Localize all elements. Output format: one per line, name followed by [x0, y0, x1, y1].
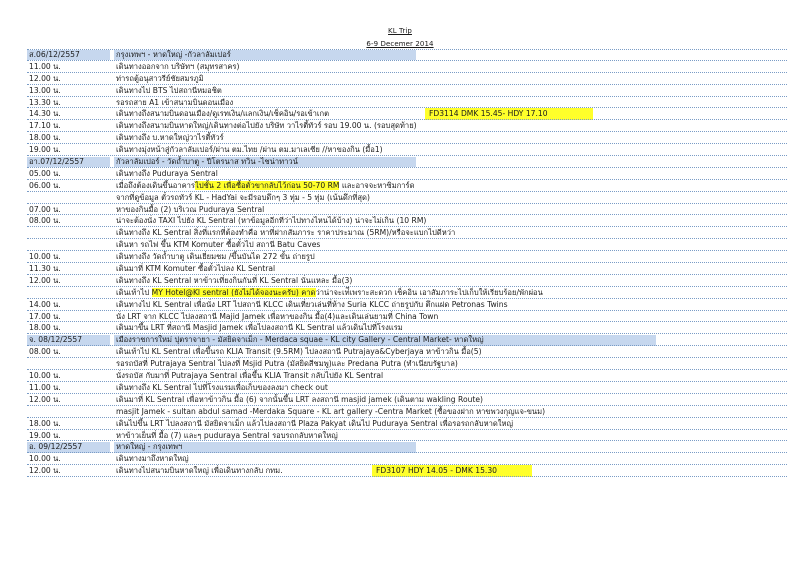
- itinerary-row: [27, 168, 787, 180]
- activity-text: เดินเท้าไป: [116, 287, 152, 297]
- row-activity: จากที่ดูข้อมูล ตั๋วรถทัวร์ KL - HadYai จะมีรอบดึกๆ 3 ทุ่ม - 5 ทุ่ม (เน้นดึกที่สุด): [116, 192, 370, 202]
- itinerary-row: [27, 132, 787, 144]
- itinerary-row: [27, 465, 787, 477]
- row-time: 10.00 น.: [29, 454, 61, 464]
- row-activity: เดินทางถึง Puduraya Sentral: [116, 168, 218, 178]
- row-time: 12.00 น.: [29, 275, 61, 285]
- row-activity: เดินมาที่ KL Sentral เพื่อหาข้าวกิน มื้อ (6) จากนั้นขึ้น LRT ลงสถานี masjid jamek (เดินตาม wakling Route): [116, 394, 484, 404]
- row-activity: เดินทางไปสนามบินหาดใหญ่ เพื่อเดินทางกลับ กทม.: [116, 466, 283, 476]
- itinerary-row: [27, 108, 787, 120]
- row-time: 07.00 น.: [29, 204, 61, 214]
- day-header-row: [27, 156, 787, 168]
- row-time: 18.00 น.: [29, 133, 61, 143]
- day-route: กัวลาลัมเปอร์ - วัดถ้ำบาตู - ปีโตรนาส ทวิน -ไชน่าทาวน์: [114, 157, 416, 167]
- row-activity: เดินทางถึง วัดถ้ำบาตู เดินเยี่ยมชม /ขึ้นบันได 272 ขั้น ถ่ายรูป: [116, 252, 315, 262]
- row-time: 11.00 น.: [29, 61, 61, 71]
- itinerary-row: [27, 406, 787, 418]
- row-activity: เดินทางออกจาก บริษัทฯ (สมุทรสาคร): [116, 61, 240, 71]
- day-header-row: [27, 49, 787, 61]
- day-header-row: [27, 441, 787, 453]
- row-activity: เดินเท้าไป KL Sentral เพื่อขึ้นรถ KLIA Transit (9.5RM) ไปลงสถานี Putrajaya&Cyberjaya หาข้าวกิน มื้อ(5): [116, 347, 482, 357]
- row-activity: เดินทางไป KL Sentral เพื่อนั่ง LRT ไปสถานี KLCC เดินเที่ยวเล่นที่ห้าง Suria KLCC ถ่ายรูปกับ ตึกแฝด Petronas Twins: [116, 299, 508, 309]
- document-title: KL Trip: [388, 27, 412, 35]
- row-activity: เดินมาที่ KTM Komuter ซื้อตั๋วไปลง KL Sentral: [116, 264, 276, 274]
- itinerary-row: [27, 322, 787, 334]
- row-activity: เดินทางถึงสนามบินดอนเมือง/ดูเรทเงิน/แลกเงิน/เช็คอิน/รอเข้าเกต: [116, 109, 330, 119]
- day-header-row: [27, 334, 787, 346]
- itinerary-row: [27, 299, 787, 311]
- itinerary-row: [27, 180, 787, 192]
- row-activity: เดินทางถึง บ.หาดใหญ่วาไรตี้ทัวร์: [116, 133, 224, 143]
- itinerary-row: [27, 370, 787, 382]
- itinerary-row: [27, 85, 787, 97]
- itinerary-row: [27, 394, 787, 406]
- itinerary-row: [27, 430, 787, 442]
- row-time: 10.00 น.: [29, 252, 61, 262]
- row-time: 19.00 น.: [29, 145, 61, 155]
- row-activity: หาข้าวเย็นที่ มื้อ (7) และๆ puduraya Sentral รอบรถกลับหาดใหญ่: [116, 430, 338, 440]
- row-activity: [116, 287, 543, 299]
- row-time: 18.00 น.: [29, 323, 61, 333]
- row-time: 11.30 น.: [29, 264, 61, 274]
- activity-text: เมื่อถึงต้องเดินขึ้นอาคาร: [116, 180, 196, 190]
- row-activity: เดินทางมาถึงหาดใหญ่: [116, 454, 189, 464]
- row-activity: เดินทางไป BTS ไปสถานีหมอชิต: [116, 85, 222, 95]
- itinerary-row: [27, 97, 787, 109]
- itinerary-row: [27, 346, 787, 358]
- row-time: 17.00 น.: [29, 311, 61, 321]
- row-time: 12.00 น.: [29, 73, 61, 83]
- itinerary-row: [27, 287, 787, 299]
- row-time: 13.00 น.: [29, 85, 61, 95]
- row-time: 12.00 น.: [29, 394, 61, 404]
- row-time: 10.00 น.: [29, 371, 61, 381]
- row-activity: เดินทางมุ่งหน้าสู่กัวลาลัมเปอร์/ผ่าน ตม.ไทย /ผ่าน ตม.มาเลเซีย //หาของกิน (มื้อ1): [116, 145, 383, 155]
- itinerary-row: [27, 358, 787, 370]
- row-activity: นั่ง LRT จาก KLCC ไปลงสถานี Majid Jamek เพื่อหาของกิน มื้อ(4)และเดินเล่นยามที่ China Town: [116, 311, 439, 321]
- itinerary-row: [27, 144, 787, 156]
- row-activity: เดินไปขึ้น LRT ไปลงสถานี มัสยิดจาเม็ก แล้วไปลงสถานี Plaza Pakyat เดินไป Puduraya Sentral เพื่อรอรถกลับหาดใหญ่: [116, 418, 513, 428]
- itinerary-row: [27, 311, 787, 323]
- row-activity: รอรถบัสที่ Putrajaya Sentral ไปลงที่ Msjid Putra (มัสยิดสีชมพู)และ Predana Putra (ทำเนียบรัฐบาล): [116, 359, 458, 369]
- row-time: 06.00 น.: [29, 180, 61, 190]
- activity-text: ว่าน่าจะเท่ีเพราะสะดวก เช็คอิน เอาสัมภาระไปเก็บให้เรียบร้อย/พักผ่อน: [315, 287, 543, 297]
- day-date: อ. 09/12/2557: [27, 442, 110, 452]
- itinerary-row: [27, 192, 787, 204]
- flight-info: FD3114 DMK 15.45- HDY 17.10: [425, 108, 593, 120]
- itinerary-row: [27, 453, 787, 465]
- itinerary-row: [27, 73, 787, 85]
- row-activity: เดินมาขึ้น LRT ที่สถานี Masjid Jamek เพื่อไปลงสถานี KL Sentral แล้วเดินไปที่โรงแรม: [116, 323, 403, 333]
- itinerary-row: [27, 215, 787, 227]
- itinerary-row: [27, 61, 787, 73]
- day-date: จ. 08/12/2557: [27, 335, 110, 345]
- day-route: หาดใหญ่ - กรุงเทพฯ: [114, 442, 416, 452]
- row-activity: นั่งรถบัส กับมาที่ Putrajaya Sentral เพื่อขึ้น KLIA Transit กลับไปยัง KL Sentral: [116, 371, 384, 381]
- row-activity: masjit Jamek - sultan abdul samad -Merdaka Square - KL art gallery -Centra Market (ซื้อของฝาก หาขพวงกุญแจ-ขนม): [116, 406, 546, 416]
- day-route: กรุงเทพฯ - หาดใหญ่ -กัวลาลัมเปอร์: [114, 50, 416, 60]
- flight-info: FD3107 HDY 14.05 - DMK 15.30: [372, 465, 532, 477]
- row-activity: ท่ารถตู้อนุสาวรีย์ชัยสมรภูมิ: [116, 73, 204, 83]
- row-time: 18.00 น.: [29, 418, 61, 428]
- row-activity: เดินทางถึงสนามบินหาดใหญ่/เดินทางต่อไปยัง บริษัท วาไรตี้ทัวร์ รอบ 19.00 น. (รอบสุดท้าย): [116, 121, 417, 131]
- itinerary-row: [27, 263, 787, 275]
- itinerary-row: [27, 382, 787, 394]
- row-time: 14.00 น.: [29, 299, 61, 309]
- row-activity: เดินทางถึง KL Sentral ไปที่โรงแรมเพื่อเก็บของลงมา check out: [116, 382, 328, 392]
- row-activity: หาของกินมื้อ (2) บริเวณ Puduraya Sentral: [116, 204, 265, 214]
- row-time: 08.00 น.: [29, 216, 61, 226]
- row-activity: เดินหา รถไฟ ขึ้น KTM Komuter ซื้อตั๋วไป สถานี Batu Caves: [116, 240, 321, 250]
- row-activity: รอรถสาย A1 เข้าสนามบินดอนเมือง: [116, 97, 234, 107]
- row-time: 13.30 น.: [29, 97, 61, 107]
- itinerary-row: [27, 251, 787, 263]
- row-time: 14.30 น.: [29, 109, 61, 119]
- row-time: 12.00 น.: [29, 466, 61, 476]
- day-date: อา.07/12/2557: [27, 157, 110, 167]
- itinerary-row: [27, 239, 787, 251]
- activity-text: และอาจจะหาซิมการ์ด: [339, 180, 415, 190]
- itinerary-row: [27, 204, 787, 216]
- row-activity: เดินทางถึง KL Sentral สิ่งที่แรกที่ต้องทำคือ หาที่ฝากสัมภาระ ราคาประมาณ (5RM)/หรือจะแบกไปดีหว่า: [116, 228, 456, 238]
- document-dates: 6-9 Decemer 2014: [366, 40, 434, 48]
- day-date: ส.06/12/2557: [27, 50, 110, 60]
- itinerary-table: [27, 49, 787, 477]
- row-activity: เดินทางถึง KL Sentral หาข้าวเที่ยงกินกันที่ KL Sentral นั่นแหละ มื้อ(3): [116, 275, 353, 285]
- itinerary-row: [27, 120, 787, 132]
- highlighted-note: ไปชั้น 2 เพื่อซื้อตั๋วขากลับไว้ก่อน 50-70 RM: [195, 180, 340, 190]
- day-route: เมืองราชการใหม่ ปุตราจายา - มัสยิดจาเม็ก - Merdaca squae - KL city Gallery - Central Market- หาดใหญ่: [114, 335, 656, 345]
- row-time: 08.00 น.: [29, 347, 61, 357]
- highlighted-note: MY Hotel@Kl sentral (ยังไม่ได้จองนะครับ) คาด: [151, 287, 316, 297]
- row-time: 11.00 น.: [29, 382, 61, 392]
- itinerary-row: [27, 227, 787, 239]
- itinerary-row: [27, 275, 787, 287]
- row-time: 05.00 น.: [29, 168, 61, 178]
- row-activity: [116, 180, 415, 192]
- row-time: 19.00 น.: [29, 430, 61, 440]
- row-time: 17.10 น.: [29, 121, 61, 131]
- itinerary-row: [27, 418, 787, 430]
- row-activity: น่าจะต้องนั่ง TAXI ไปยัง KL Sentral (หาข้อมูลอีกทีว่าไปทางไหนได้บ้าง) น่าจะไม่เกิน (10 RM): [116, 216, 427, 226]
